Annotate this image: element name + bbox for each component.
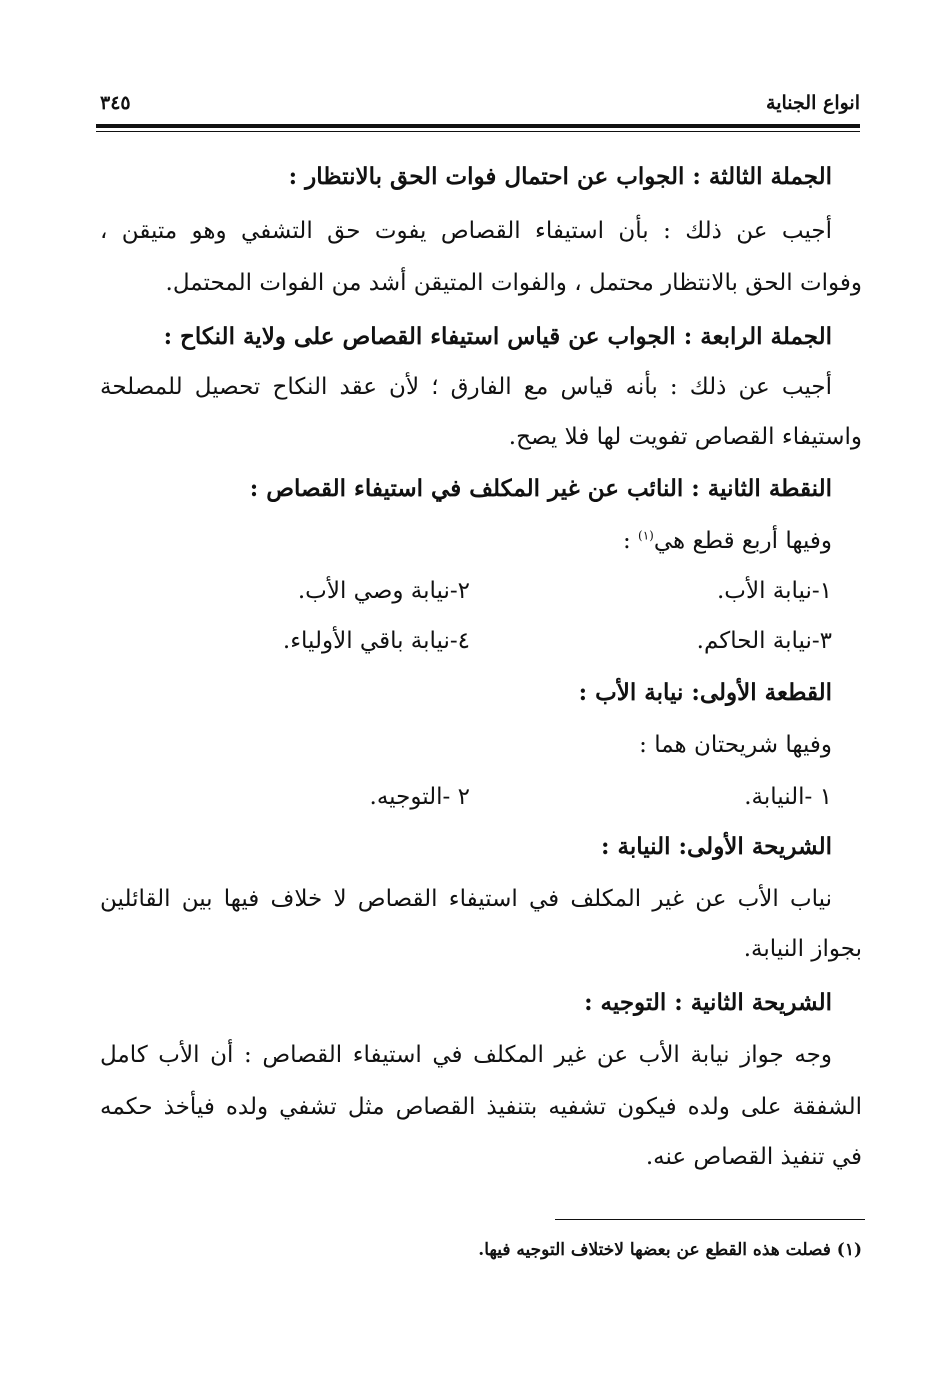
header-rule-thin bbox=[96, 131, 860, 132]
paragraph-line: بجواز النيابة. bbox=[743, 936, 862, 962]
first-piece-heading: القطعة الأولى: نيابة الأب : bbox=[578, 679, 832, 706]
footnote-separator bbox=[555, 1219, 865, 1220]
list-item: ١-نيابة الأب. bbox=[717, 578, 832, 604]
paragraph-line: وجه جواز نيابة الأب عن غير المكلف في استيفاء القصاص : أن الأب كامل bbox=[100, 1042, 832, 1068]
list-item: ٤-نيابة باقي الأولياء. bbox=[282, 628, 470, 654]
third-clause-heading: الجملة الثالثة : الجواب عن احتمال فوات الحق بالانتظار : bbox=[288, 163, 832, 190]
pieces-intro-line bbox=[100, 526, 832, 556]
list-item: ٢ -التوجيه. bbox=[369, 784, 470, 810]
running-header-title: انواع الجناية bbox=[766, 92, 860, 114]
list-item: ١ -النيابة. bbox=[744, 784, 832, 810]
paragraph-line: في تنفيذ القصاص عنه. bbox=[645, 1144, 862, 1170]
slices-intro: وفيها شريحتان هما : bbox=[639, 732, 832, 758]
second-slice-heading: الشريحة الثانية : التوجيه : bbox=[584, 989, 832, 1016]
page-number: ٣٤٥ bbox=[100, 92, 131, 114]
footnote-text: (١) فصلت هذه القطع عن بعضها لاختلاف التوجيه فيها. bbox=[478, 1240, 862, 1260]
paragraph-line: أجيب عن ذلك : بأنه قياس مع الفارق ؛ لأن عقد النكاح تحصيل للمصلحة bbox=[100, 374, 832, 400]
paragraph-line: وفوات الحق بالانتظار محتمل ، والفوات المتيقن أشد من الفوات المحتمل. bbox=[165, 270, 862, 296]
list-item: ٢-نيابة وصي الأب. bbox=[297, 578, 470, 604]
footnote-reference: (١) bbox=[638, 528, 654, 543]
fourth-clause-heading: الجملة الرابعة : الجواب عن قياس استيفاء القصاص على ولاية النكاح : bbox=[163, 323, 832, 350]
first-slice-heading: الشريحة الأولى: النيابة : bbox=[601, 833, 832, 860]
paragraph-line: الشفقة على ولده فيكون تشفيه بتنفيذ القصاص مثل تشفي ولده فيأخذ حكمه bbox=[100, 1094, 862, 1120]
paragraph-line: واستيفاء القصاص تفويت لها فلا يصح. bbox=[508, 424, 862, 450]
pieces-intro-colon: : bbox=[622, 528, 639, 554]
second-point-heading: النقطة الثانية : النائب عن غير المكلف في استيفاء القصاص : bbox=[249, 475, 832, 502]
paragraph-line: أجيب عن ذلك : بأن استيفاء القصاص يفوت حق التشفي وهو متيقن ، bbox=[100, 218, 832, 244]
list-item: ٣-نيابة الحاكم. bbox=[696, 628, 832, 654]
paragraph-line: نياب الأب عن غير المكلف في استيفاء القصاص لا خلاف فيها بين القائلين bbox=[100, 886, 832, 912]
pieces-intro-text: وفيها أربع قطع هي bbox=[653, 528, 832, 554]
header-rule-thick bbox=[96, 124, 860, 128]
